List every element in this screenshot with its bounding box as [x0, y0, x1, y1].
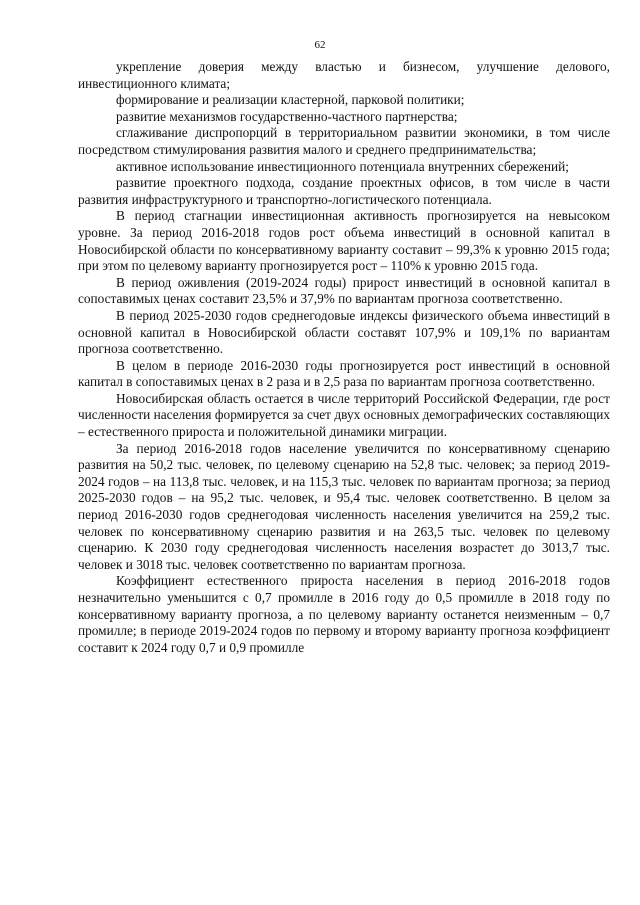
document-body — [78, 59, 610, 656]
paragraph-measure-ppp: развитие механизмов государственно-частного партнерства; — [116, 108, 458, 124]
paragraph-measure-cluster-policy: формирование и реализации кластерной, парковой политики; — [116, 92, 465, 108]
paragraph-stagnation-period: В период стагнации инвестиционная активность прогнозируется на невысоком уровне. За период 2016-2018 годов рост объема инвестиций в основной капитал в Новосибирской области по консервативному варианту составит – 99,3% к уровню 2015 года; при этом по целевому варианту прогнозируется рост – 110% к уровню 2015 года. — [78, 208, 610, 274]
paragraph-natural-growth-rate: Коэффициент естественного прироста населения в период 2016-2018 годов незначительно уменьшится с 0,7 промилле в 2016 году до 0,5 промилле в 2018 году по консервативному варианту прогноза, а по целевому варианту останется неизменным – 0,7 промилле; в периоде 2019-2024 годов по первому и второму варианту прогноза коэффициент составит к 2024 году 0,7 и 0,9 промилле — [78, 573, 610, 655]
paragraph-2025-2030-investment: В период 2025-2030 годов среднегодовые индексы физического объема инвестиций в основной капитал в Новосибирской области составят 107,9% и 109,1% по вариантам прогноза соответственно. — [78, 307, 610, 357]
paragraph-population-growth-sources: Новосибирская область остается в числе территорий Российской Федерации, где рост численности населения формируется за счет двух основных демографических составляющих – естественного прироста и положительной динамики миграции. — [78, 390, 610, 440]
page-number: 62 — [314, 39, 326, 51]
paragraph-population-forecast: За период 2016-2018 годов население увеличится по консервативному сценарию развития на 50,2 тыс. человек, по целевому сценарию на 52,8 тыс. человек; за период 2019-2024 годов – на 113,8 тыс. человек, и на 115,3 тыс. человек по вариантам прогноза; за период 2025-2030 годов – на 95,2 тыс. человек, и 95,4 тыс. человек соответственно. В целом за период 2016-2030 годов среднегодовая численность населения увеличится на 259,2 тыс. человек по консервативному сценарию развития и на 263,5 тыс. человек по целевому сценарию. К 2030 году среднегодовая численность населения возрастет до 3013,7 тыс. человек и 3018 тыс. человек соответственно по вариантам прогноза. — [78, 440, 610, 572]
paragraph-measure-savings: активное использование инвестиционного потенциала внутренних сбережений; — [116, 158, 569, 174]
paragraph-measure-trust: укрепление доверия между властью и бизнесом, улучшение делового, инвестиционного климата; — [78, 59, 610, 91]
paragraph-measure-project-approach: развитие проектного подхода, создание проектных офисов, в том числе в части развития инфраструктурного и транспортно-логистического потенциала. — [78, 175, 610, 207]
paragraph-revival-period: В период оживления (2019-2024 годы) прирост инвестиций в основной капитал в сопоставимых ценах составит 23,5% и 37,9% по вариантам прогноза соответственно. — [78, 274, 610, 307]
paragraph-investment-total: В целом в периоде 2016-2030 годы прогнозируется рост инвестиций в основной капитал в сопоставимых ценах в 2 раза и в 2,5 раза по вариантам прогноза соответственно. — [78, 357, 610, 390]
paragraph-measure-territorial-disproportion: сглаживание диспропорций в территориальном развитии экономики, в том числе посредством стимулирования развития малого и среднего предпринимательства; — [78, 125, 610, 157]
